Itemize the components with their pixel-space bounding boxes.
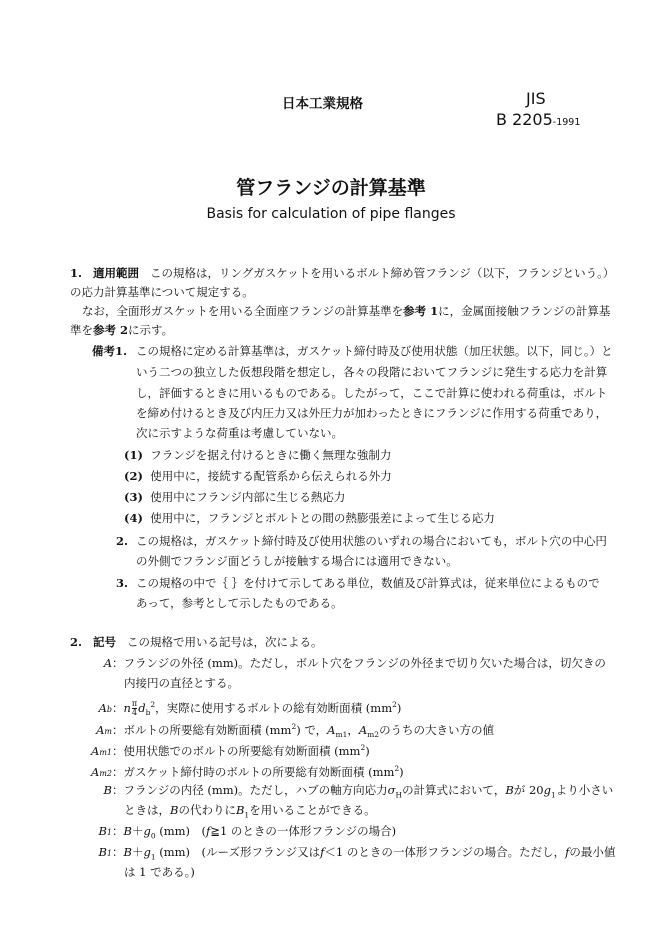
standard-code: [496, 110, 580, 129]
reference-1: 参考 1: [403, 304, 439, 318]
remark-3-line: この規格の中で｛ ｝を付けて示してある単位，数値及び計算式は，従来単位によるもので: [136, 576, 600, 590]
section-1-text: この規格は，リングガスケットを用いるボルト締め管フランジ（以下，フランジという。）: [149, 266, 615, 280]
definition: ：ボルトの所要総有効断面積 (mm: [112, 722, 292, 737]
remark-3-number: 3.: [116, 576, 129, 590]
symbol: B1: [98, 824, 112, 838]
section-1-note-line-2: [70, 322, 173, 338]
load-number: (3): [124, 490, 143, 504]
remark-2-line: の外側でフランジ面どうしが接触する場合には適用できない。: [136, 554, 458, 568]
symbol-def-A: [0, 655, 606, 671]
load-text: 使用中に，フランジとボルトとの間の熱膨張差によって生じる応力: [150, 511, 495, 525]
section-1-line-2: の応力計算基準について規定する。: [70, 285, 254, 299]
load-number: (1): [124, 448, 143, 462]
section-1-note-line-1: [82, 303, 610, 319]
definition: ：フランジの外径 (mm)。ただし，ボルト穴をフランジの外径まで切り欠いた場合は，切欠きの: [112, 656, 606, 670]
load-item: [124, 510, 495, 526]
note-text: なお，全面形ガスケットを用いる全面座フランジの計算基準を: [82, 304, 404, 318]
reference-2: 参考 2: [93, 323, 129, 337]
symbol-def-B1-integral: B1：$B+g_0$ (mm) (f≧1 のときの一体形フランジの場合): [0, 823, 396, 844]
symbol-def-B-cont: ときは，Bの代わりに$B_1$を用いることができる。: [124, 803, 376, 820]
section-2-heading: 記号: [92, 635, 116, 649]
symbol-def-Am2: Am2：ガスケット締付時のボルトの所要総有効断面積 $(mm^2)$: [0, 761, 404, 782]
load-item: [124, 447, 391, 463]
symbol-def-B1-loose-cont: は 1 である。): [124, 865, 195, 879]
remark-3-line: あって，参考として示したものである。: [136, 596, 343, 610]
symbol: Ab: [98, 700, 112, 715]
standard-org: 日本工業規格: [282, 96, 363, 112]
symbol: B1: [98, 845, 112, 859]
remark-1-line: 次に示すような荷重は考慮していない。: [136, 426, 343, 440]
remark-1-line: し，評価するときに用いるものである。したがって，ここで計算に使われる荷重は，ボルト: [136, 386, 608, 400]
section-2-heading-line: [70, 634, 322, 650]
colon: ：: [112, 700, 124, 715]
remark-2-number: 2.: [116, 534, 129, 548]
remark-1-line: を締め付けるとき及び内圧力又は外圧力が加わったときにフランジに作用する荷重であり，: [136, 406, 608, 420]
page-subtitle: Basis for calculation of pipe flanges: [206, 206, 456, 222]
note-text: に示す。: [128, 323, 174, 337]
section-2-number: 2.: [70, 635, 83, 649]
section-1-line-1: [70, 265, 614, 281]
section-1-heading: 適用範囲: [92, 266, 139, 280]
symbol: Am1: [91, 743, 112, 758]
jis-mark: JIS: [526, 89, 546, 108]
symbol-def-Am1: Am1：使用状態でのボルトの所要総有効断面積 $(mm^2)$: [0, 740, 370, 761]
remark-1-line: いう二つの独立した仮想段階を想定し，各々の段階においてフランジに発生する応力を計算: [136, 365, 608, 379]
definition: ：フランジの内径 (mm)。ただし，ハブの軸方向応力: [112, 783, 388, 797]
bolt-diameter: d: [138, 700, 146, 715]
load-text: フランジを据え付けるときに働く無理な強制力: [150, 448, 392, 462]
symbol-def-B: B：フランジの内径 (mm)。ただし，ハブの軸方向応力$\sigma_H$の計算式において，Bが $20g_1$より小さい: [0, 782, 613, 803]
definition: ，実際に使用するボルトの総有効断面積 (mm: [155, 700, 393, 715]
symbol-def-Ab: Ab：n $\frac{\pi}{4}$ $d_b^2$，実際に使用するボルトの総有効断面積 $(mm^2)$: [0, 697, 401, 721]
remarks-label: 備考1.: [92, 344, 128, 358]
symbol-def-Am: Am：ボルトの所要総有効断面積 $(mm^2)$ で，$A_{m1}$，$A_{m2}$のうちの大きい方の値: [0, 719, 494, 743]
load-number: (4): [124, 511, 143, 525]
bolt-count: n: [123, 700, 131, 715]
load-text: 使用中に，接続する配管系から伝えられる外力: [150, 469, 392, 483]
remark-1-line: この規格に定める計算基準は，ガスケット締付時及び使用状態（加圧状態。以下，同じ。）と: [136, 344, 613, 358]
load-number: (2): [124, 469, 143, 483]
standard-number: B 2205: [496, 110, 553, 129]
symbol: B: [103, 783, 112, 797]
page-title: 管フランジの計算基準: [236, 177, 426, 199]
symbol-def-B1-loose: B1：$B+g_1$ (mm) (ルーズ形フランジ又はf＜1 のときの一体形フランジの場合。ただし，fの最小値: [0, 844, 615, 865]
symbol: Am: [96, 722, 112, 737]
pi-over-four: $\frac{\pi}{4}$: [131, 699, 138, 718]
section-1-number: 1.: [70, 266, 83, 280]
symbol: A: [103, 656, 112, 670]
standard-year: -1991: [552, 117, 581, 128]
definition: ：ガスケット締付時のボルトの所要総有効断面積 (mm: [112, 764, 395, 779]
note-text: 準を: [70, 323, 93, 337]
definition: ：使用状態でのボルトの所要総有効断面積 (mm: [112, 743, 361, 758]
remark-2-line: この規格は，ガスケット締付時及び使用状態のいずれの場合においても，ボルト穴の中心円: [136, 534, 607, 548]
symbol-def-A-cont: 内接円の直径とする。: [124, 676, 239, 690]
note-text: に，金属面接触フランジの計算基: [438, 304, 611, 318]
load-item: [124, 489, 345, 505]
load-text: 使用中にフランジ内部に生じる熱応力: [150, 490, 346, 504]
section-2-intro: この規格で用いる記号は，次による。: [126, 635, 323, 649]
symbol: Am2: [91, 764, 112, 779]
load-item: [124, 468, 392, 484]
